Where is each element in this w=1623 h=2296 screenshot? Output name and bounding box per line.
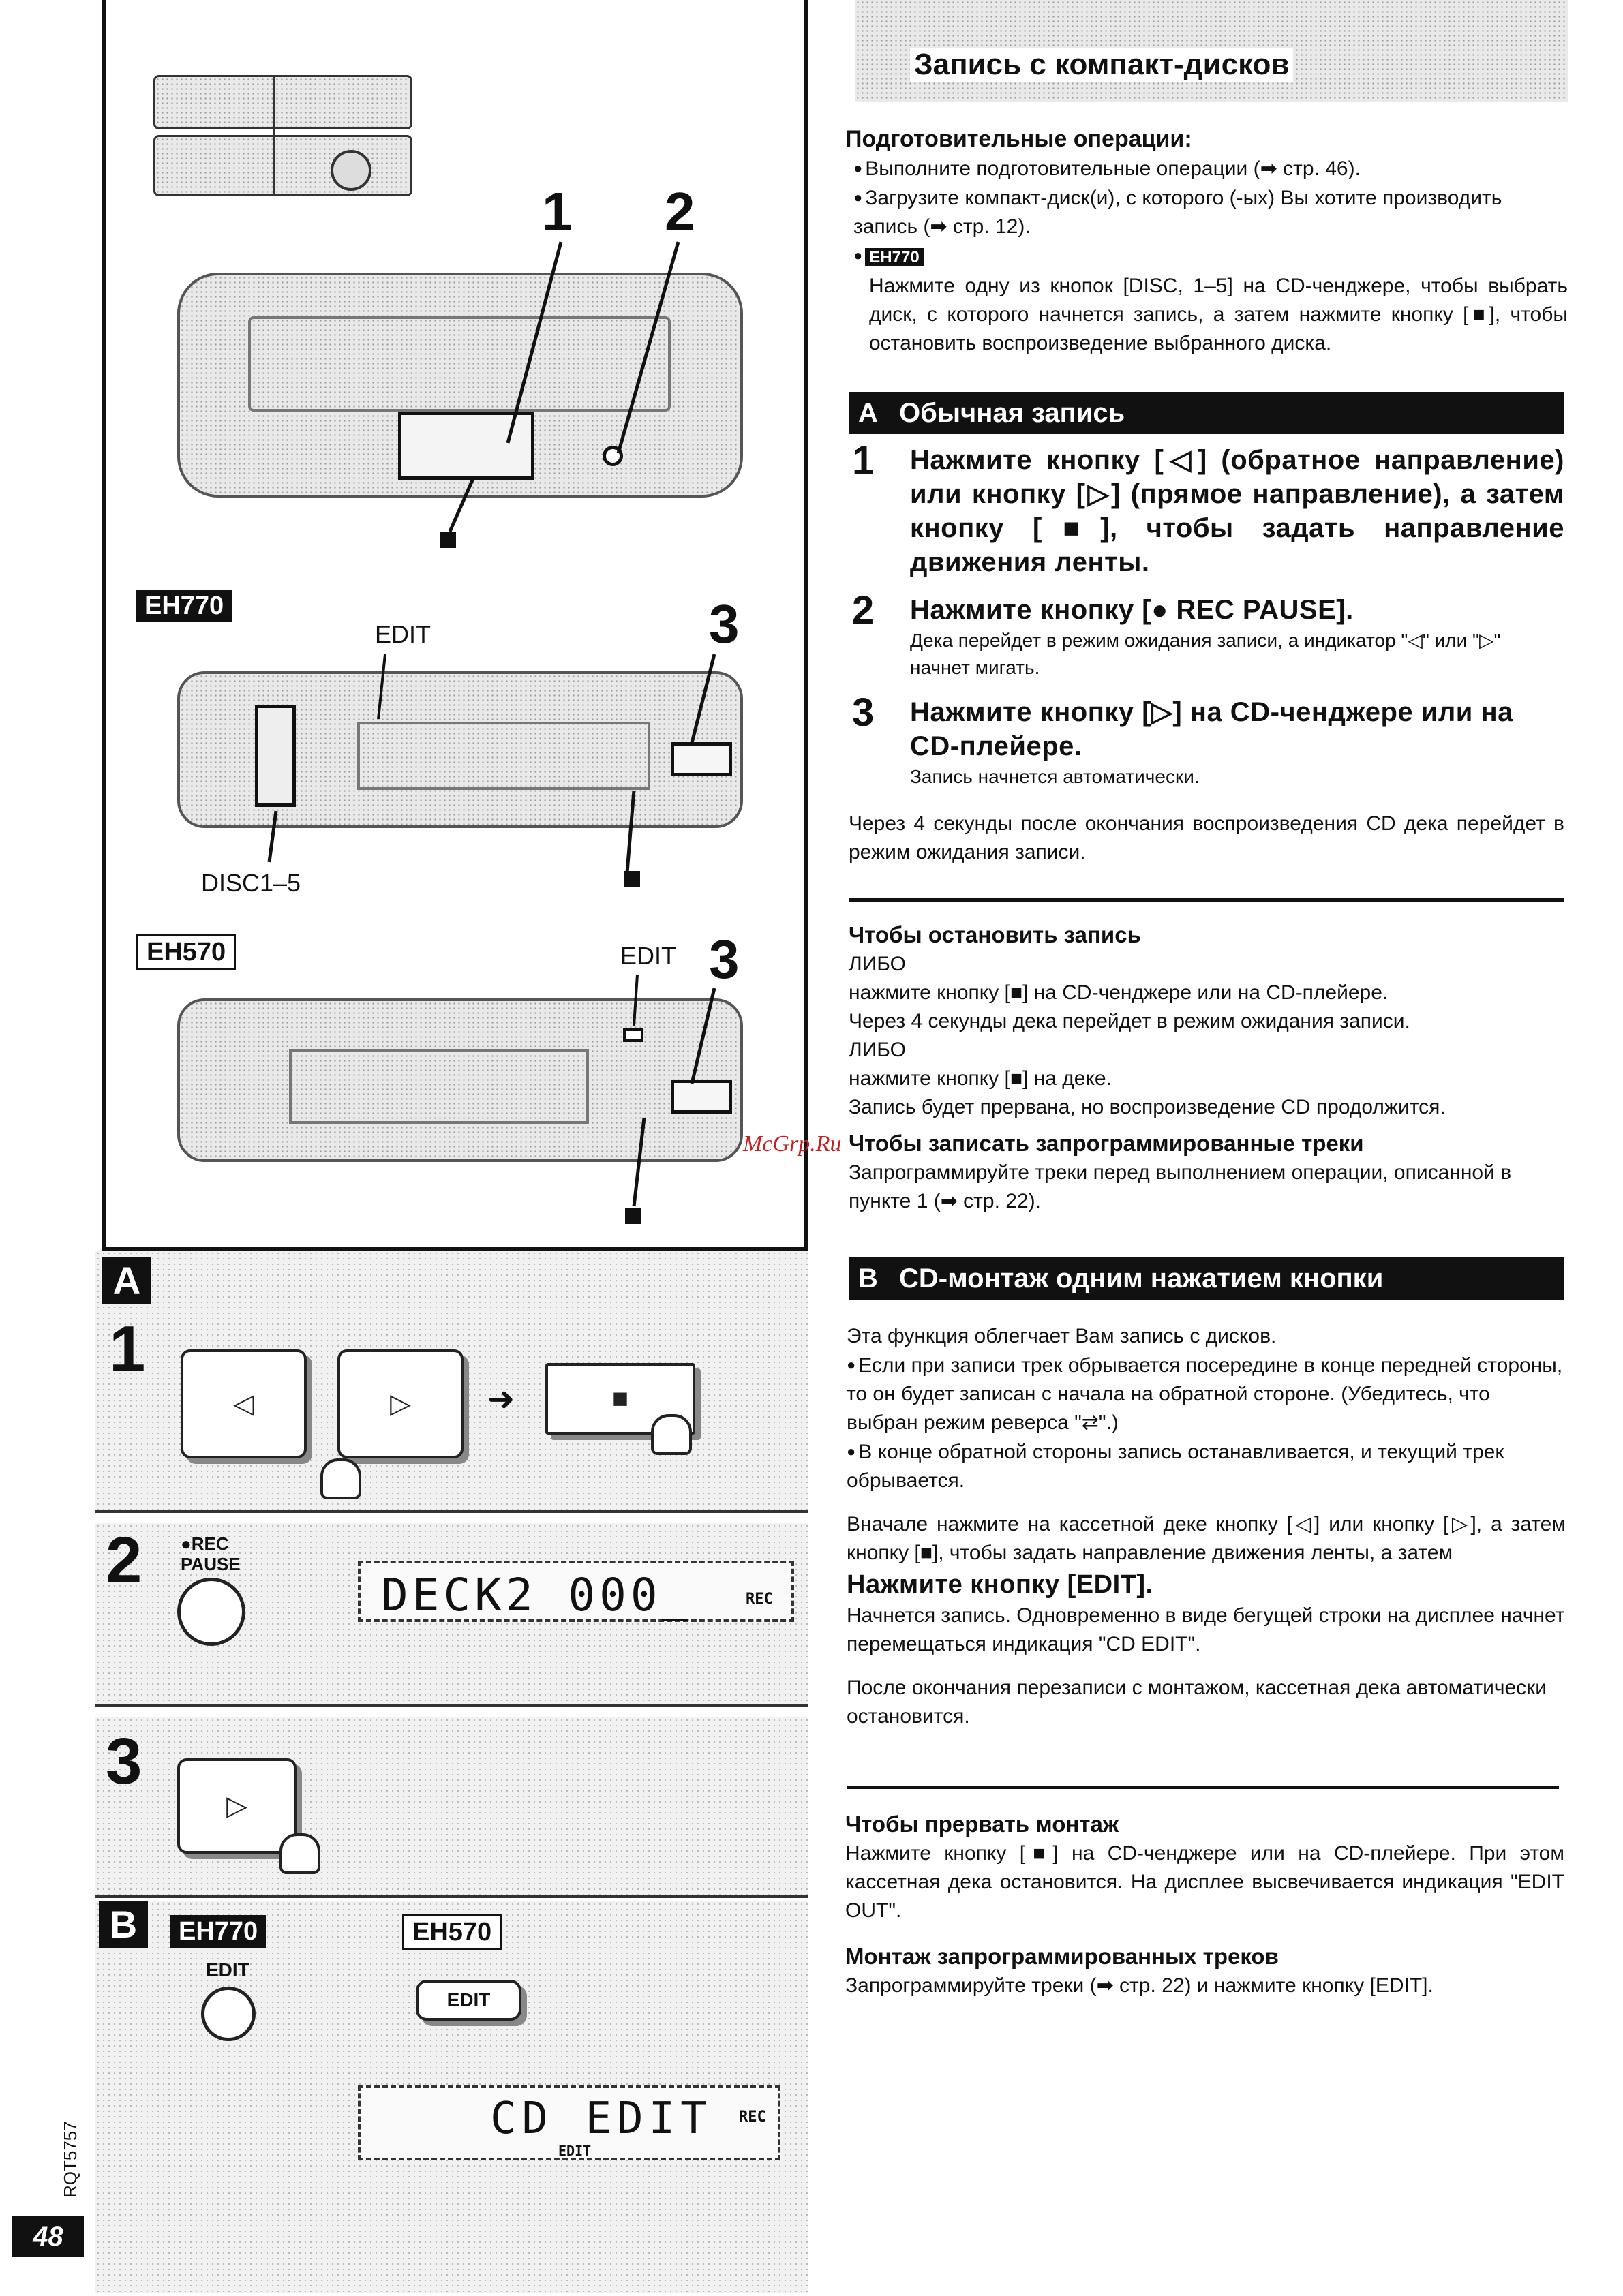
interrupt-block	[845, 1809, 1564, 2000]
stop-line-5: нажмите кнопку [■] на деке.	[849, 1067, 1112, 1090]
b-edit-label-eh770: EDIT	[206, 1959, 249, 1980]
prep-block	[845, 124, 1568, 358]
stop-line-1: ЛИБО	[849, 953, 906, 975]
b-after: После окончания перезаписи с монтажом, кассетная дека автоматически остановится.	[847, 1677, 1547, 1728]
prep-eh770-text: Нажмите одну из кнопок [DISC, 1–5] на CD-ченджере, чтобы выбрать диск, с которого начнется запись, а затем нажмите кнопку [■], чтобы остановить воспроизведение выбранного диска.	[869, 275, 1568, 354]
section-b-header	[849, 1257, 1564, 1300]
a-step-3-num: 3	[852, 690, 875, 735]
interrupt-text: Нажмите кнопку [■] на CD-ченджере или на CD-плейере. При этом кассетная дека остановится. На дисплее высвечивается индикация "EDIT OUT".	[845, 1842, 1564, 1922]
stop-block	[849, 920, 1564, 1216]
title-banner	[855, 0, 1568, 102]
a-step-1	[852, 438, 1564, 579]
edit-label-eh570: EDIT	[620, 942, 677, 970]
strip-a2-num: 2	[106, 1524, 142, 1597]
section-b-letter: B	[99, 1901, 148, 1948]
prog-text-b: Запрограммируйте треки (➡ стр. 22) и нажмите кнопку [EDIT].	[845, 1974, 1434, 1997]
model-code: RQT5757	[60, 2121, 80, 2198]
section-a-header	[849, 392, 1564, 434]
prep-eh770-badge: EH770	[865, 248, 923, 266]
section-a-header-title: Обычная запись	[899, 398, 1125, 428]
callout-1: 1	[542, 181, 573, 242]
b-intro: Эта функция облегчает Вам запись с дисков.	[847, 1325, 1277, 1347]
rewind-key[interactable]	[181, 1349, 307, 1458]
step-strip-a2	[95, 1523, 808, 1707]
strip-a1-num: 1	[109, 1313, 146, 1386]
step-strip-a1	[95, 1251, 808, 1513]
leader-lines-bottom	[106, 0, 811, 1227]
a-step-3-text: Нажмите кнопку [▷] на CD-ченджере или на CD-плейере.	[910, 697, 1513, 761]
a-step-2-text: Нажмите кнопку [● REC PAUSE].	[910, 595, 1354, 625]
stop-line-2: нажмите кнопку [■] на CD-ченджере или на CD-плейере.	[849, 981, 1389, 1004]
prep-item-1: ● Выполните подготовительные операции (➡ стр. 46).	[845, 154, 1568, 183]
prep-heading: Подготовительные операции:	[845, 126, 1192, 152]
step-strip-a3	[95, 1717, 808, 1898]
finger-icon	[320, 1458, 361, 1499]
strip-a3-num: 3	[106, 1725, 142, 1798]
step-strip-b	[95, 1901, 808, 2293]
b-first: Вначале нажмите на кассетной деке кнопку [◁] или кнопку [▷], а затем кнопку [■], чтобы задать направление движения ленты, а затем	[847, 1513, 1566, 1564]
a-after-text: Через 4 секунды после окончания воспроизведения CD дека перейдет в режим ожидания записи.	[849, 812, 1564, 863]
b-edit-step: Нажмите кнопку [EDIT].	[847, 1570, 1153, 1599]
section-a-letter: A	[102, 1257, 151, 1304]
interrupt-heading: Чтобы прервать монтаж	[845, 1811, 1119, 1837]
lcd-deck-text: DECK2 000_	[381, 1569, 693, 1621]
b-bullet-2: ● В конце обратной стороны запись останавливается, и текущий трек обрывается.	[847, 1437, 1566, 1495]
disc-label: DISC1–5	[201, 869, 301, 897]
finger-icon-3	[279, 1833, 320, 1874]
lcd-edit-sub: EDIT	[558, 2143, 592, 2159]
model-badge-eh770: EH770	[136, 590, 232, 622]
divider-1	[849, 898, 1564, 902]
stop-heading: Чтобы остановить запись	[849, 922, 1141, 947]
prog-heading-a: Чтобы записать запрограммированные треки	[849, 1131, 1364, 1156]
forward-icon: ▷	[390, 1389, 411, 1419]
forward-key[interactable]	[337, 1349, 464, 1458]
section-b-header-title: CD-монтаж одним нажатием кнопки	[899, 1264, 1384, 1294]
a-step-1-num: 1	[852, 438, 875, 483]
b-model-eh570: EH570	[402, 1914, 502, 1950]
stop-line-4: ЛИБО	[849, 1039, 906, 1061]
lcd-display-deck	[358, 1561, 794, 1622]
rec-pause-label: ●REC PAUSE	[181, 1533, 241, 1574]
stop-line-3: Через 4 секунды дека перейдет в режим ожидания записи.	[849, 1010, 1410, 1032]
a-step-2	[852, 588, 1564, 682]
callout-3b: 3	[709, 929, 740, 990]
stop-line-6: Запись будет прервана, но воспроизведение CD продолжится.	[849, 1096, 1446, 1118]
b-body	[847, 1322, 1566, 1731]
b-bullet-1: ● Если при записи трек обрывается посередине в конце передней стороны, то он будет записан с начала на обратной стороне. (Убедитесь, что выбран режим реверса "⇄".)	[847, 1351, 1566, 1437]
section-a-header-letter: A	[858, 398, 878, 428]
finger-icon-2	[651, 1414, 692, 1455]
play-key[interactable]	[177, 1758, 297, 1854]
a-step-3	[852, 690, 1564, 791]
stop-marker-3	[625, 1208, 641, 1224]
rewind-icon: ◁	[233, 1389, 254, 1419]
watermark: McGrp.Ru	[743, 1131, 842, 1157]
prog-text-a: Запрограммируйте треки перед выполнением операции, описанной в пункте 1 (➡ стр. 22).	[849, 1161, 1512, 1212]
page-number: 48	[12, 2216, 84, 2257]
b-edit-note: Начнется запись. Одновременно в виде бегущей строки на дисплее начнет перемещаться индикация "CD EDIT".	[847, 1604, 1565, 1655]
model-badge-eh570: EH570	[136, 934, 236, 970]
play-icon: ▷	[226, 1791, 247, 1821]
lcd-rec-indicator: REC	[746, 1591, 773, 1608]
arrow-icon: ➜	[487, 1381, 515, 1418]
lcd-display-edit	[358, 2085, 780, 2160]
edit-label-eh770: EDIT	[375, 620, 431, 648]
prog-heading-b: Монтаж запрограммированных треков	[845, 1944, 1279, 1969]
lcd-edit-text: CD EDIT	[490, 2094, 712, 2144]
a-step-2-num: 2	[852, 588, 875, 632]
lcd-edit-rec: REC	[739, 2109, 766, 2126]
page-title: Запись с компакт-дисков	[910, 48, 1293, 82]
a-step-1-text: Нажмите кнопку [◁] (обратное направление) или кнопку [▷] (прямое направление), а затем кнопку [■], чтобы задать направление движения ленты.	[910, 445, 1564, 577]
rec-pause-button[interactable]	[177, 1578, 245, 1646]
edit-button-eh570[interactable]	[416, 1980, 521, 2021]
callout-2: 2	[665, 181, 695, 242]
a-step-3-note: Запись начнется автоматически.	[910, 766, 1200, 787]
prep-item-2: ● Загрузите компакт-диск(и), с которого (-ых) Вы хотите производить запись (➡ стр. 12).	[845, 183, 1568, 241]
section-b-header-letter: B	[858, 1264, 878, 1294]
callout-3a: 3	[709, 594, 740, 654]
a-step-2-note: Дека перейдет в режим ожидания записи, а индикатор "◁" или "▷" начнет мигать.	[910, 630, 1501, 678]
divider-2	[847, 1786, 1559, 1789]
stop-icon: ■	[611, 1383, 629, 1413]
figure-panel	[102, 0, 808, 1251]
edit-button-eh570-label: EDIT	[446, 1989, 491, 2010]
b-model-eh770: EH770	[170, 1915, 266, 1948]
prep-eh770-row	[845, 241, 1568, 272]
edit-button-eh770[interactable]	[201, 1987, 256, 2041]
